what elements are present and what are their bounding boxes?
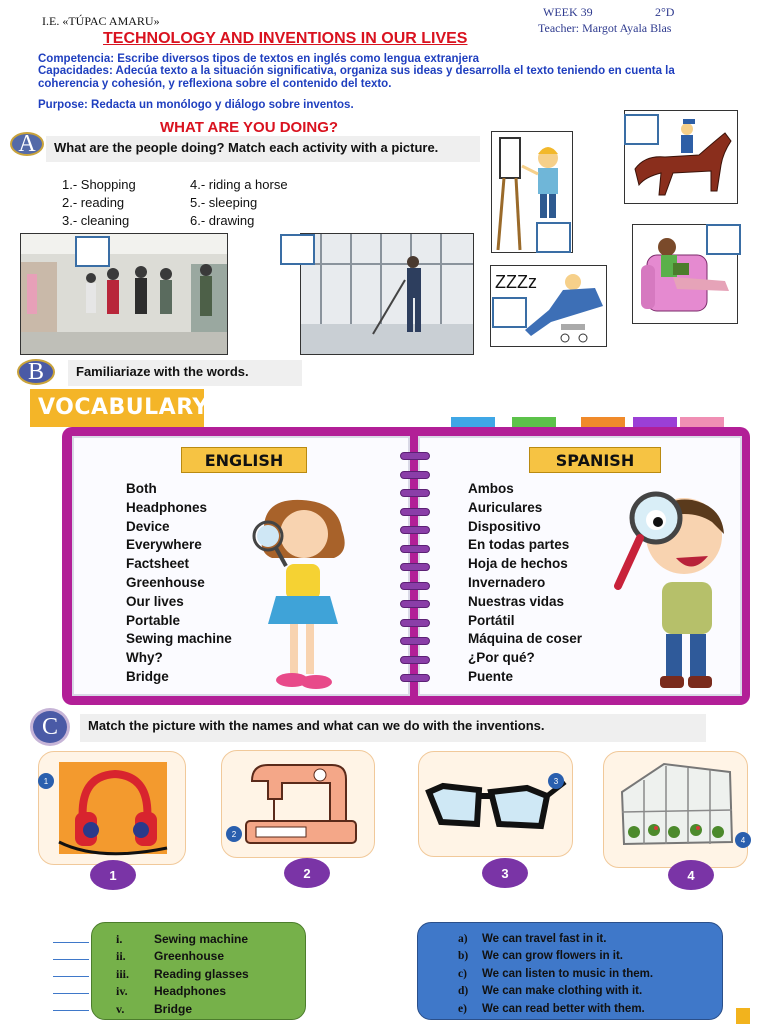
name-numeral: iv.: [116, 984, 128, 999]
answer-blank[interactable]: [53, 1010, 89, 1011]
use-letter: b): [458, 950, 469, 963]
vocabulary-banner: [30, 389, 209, 427]
use-letter: e): [458, 1002, 467, 1015]
invention-use: We can travel fast in it.: [482, 933, 607, 945]
use-letter: a): [458, 933, 468, 945]
english-word: Bridge: [126, 668, 169, 684]
invention-name: Sewing machine: [154, 932, 249, 946]
spiral-ring: [400, 656, 430, 664]
spiral-ring: [400, 508, 430, 516]
spanish-word: Nuestras vidas: [468, 593, 565, 609]
invention-name: Greenhouse: [154, 949, 225, 964]
spanish-word: Puente: [468, 668, 514, 684]
english-word: Sewing machine: [126, 631, 232, 647]
english-word-list: [126, 480, 232, 687]
spiral-ring: [400, 489, 430, 497]
grade-label: 2°D: [655, 5, 675, 19]
spiral-ring: [400, 674, 430, 682]
card-tag: 3: [548, 773, 564, 789]
answer-box[interactable]: [75, 236, 110, 267]
activity-item: 4.- riding a horse: [190, 177, 288, 192]
english-word: Portable: [126, 612, 181, 628]
invention-card-1: [38, 751, 186, 865]
spiral-ring: [400, 637, 430, 645]
english-page: [72, 436, 410, 696]
answer-blank[interactable]: [53, 993, 89, 994]
english-word: Why?: [126, 650, 163, 666]
answer-blank[interactable]: [53, 959, 89, 960]
invention-name: Reading glasses: [154, 966, 249, 981]
shopping-icon: [21, 234, 228, 355]
english-word: Greenhouse: [126, 574, 205, 590]
spanish-word-list: [468, 480, 582, 687]
invention-card-3: [418, 751, 573, 857]
spiral-ring: [400, 471, 430, 479]
use-letter: c): [458, 967, 467, 980]
boy-magnifier-icon: [608, 486, 728, 692]
sewing-machine-icon: [222, 751, 376, 859]
activity-item: 6.- drawing: [190, 213, 255, 228]
spiral-ring: [400, 545, 430, 553]
answer-box[interactable]: [536, 222, 571, 253]
section-a-badge: A: [10, 132, 44, 156]
week-label: WEEK 39: [543, 5, 593, 19]
spanish-word: Auriculares: [468, 499, 543, 515]
spiral-ring: [400, 452, 430, 460]
section-a-instruction: What are the people doing? Match each activity with a picture.: [46, 136, 480, 162]
spanish-label: SPANISH: [529, 447, 661, 473]
answer-blank[interactable]: [53, 976, 89, 977]
name-numeral: v.: [116, 1001, 125, 1016]
invention-use: We can grow flowers in it.: [482, 950, 624, 963]
spanish-word: Portátil: [468, 612, 515, 628]
teacher-name: Teacher: Margot Ayala Blas: [538, 21, 672, 35]
spanish-word: Dispositivo: [468, 518, 541, 534]
invention-use: We can listen to music in them.: [482, 967, 654, 980]
invention-name: Headphones: [154, 984, 227, 999]
activity-item: 2.- reading: [62, 195, 125, 210]
invention-card-4: [603, 751, 748, 868]
spiral-ring: [400, 619, 430, 627]
card-number: 3: [482, 858, 528, 888]
glasses-icon: [419, 752, 574, 858]
section-b-instruction: Familiariaze with the words.: [68, 360, 302, 386]
invention-uses-box: [417, 922, 723, 1020]
invention-names-box: [91, 922, 306, 1020]
card-number: 4: [668, 860, 714, 890]
invention-use: We can make clothing with it.: [482, 985, 643, 998]
spiral-ring: [400, 563, 430, 571]
answer-blank[interactable]: [53, 942, 89, 943]
cleaning-icon: [301, 234, 474, 355]
activity-item: 1.- Shopping: [62, 177, 136, 192]
spanish-word: Hoja de hechos: [468, 556, 568, 572]
spiral-ring: [400, 582, 430, 590]
zzz-text: ZZZz: [495, 272, 537, 292]
school-name: I.E. «TÚPAC AMARU»: [42, 14, 160, 28]
corner-square: [736, 1008, 750, 1024]
card-number: 1: [90, 860, 136, 890]
spanish-word: ¿Por qué?: [468, 650, 535, 666]
spiral-ring: [400, 600, 430, 608]
card-tag: 1: [38, 773, 54, 789]
name-numeral: iii.: [116, 966, 130, 981]
card-number: 2: [284, 858, 330, 888]
capacidades-text: Capacidades: Adecúa texto a la situación significativa, organiza sus ideas y desarrolla el texto teniendo en cuenta la coherencia y cohesión, y reflexiona sobre el contenido del texto.: [38, 65, 675, 90]
shopping-picture: [20, 233, 228, 355]
headphones-icon: [39, 752, 187, 866]
card-tag: 2: [226, 826, 242, 842]
girl-magnifier-icon: [246, 496, 358, 696]
english-word: Both: [126, 481, 157, 496]
page-title: TECHNOLOGY AND INVENTIONS IN OUR LIVES: [103, 30, 468, 47]
invention-use: We can read better with them.: [482, 1002, 645, 1015]
section-c-instruction: Match the picture with the names and what can we do with the inventions.: [80, 714, 706, 742]
answer-box[interactable]: [624, 114, 659, 145]
greenhouse-icon: [604, 752, 749, 869]
activity-item: 3.- cleaning: [62, 213, 130, 228]
invention-card-2: [221, 750, 375, 858]
spanish-word: Ambos: [468, 481, 514, 496]
english-word: Headphones: [126, 499, 208, 515]
answer-box[interactable]: [706, 224, 741, 255]
english-word: Our lives: [126, 593, 184, 609]
english-word: Factsheet: [126, 556, 190, 572]
cleaning-picture: [300, 233, 474, 355]
name-numeral: ii.: [116, 949, 126, 964]
spiral-ring: [400, 526, 430, 534]
activity-item: 5.- sleeping: [190, 195, 258, 210]
answer-box[interactable]: [280, 234, 315, 265]
invention-name: Bridge: [154, 1001, 193, 1016]
section-c-badge: C: [30, 708, 70, 746]
card-tag: 4: [735, 832, 751, 848]
english-word: Device: [126, 518, 170, 534]
purpose-text: Purpose: Redacta un monólogo y diálogo sobre inventos.: [38, 99, 354, 111]
competencia-text: Competencia: Escribe diversos tipos de textos en inglés como lengua extranjera: [38, 53, 479, 65]
english-label: ENGLISH: [181, 447, 307, 473]
spanish-word: Invernadero: [468, 574, 546, 590]
spanish-word: Máquina de coser: [468, 631, 583, 647]
use-letter: d): [458, 985, 469, 998]
vocabulary-banner-text: VOCABULARY: [38, 395, 209, 420]
english-word: Everywhere: [126, 537, 202, 553]
name-numeral: i.: [116, 932, 123, 946]
spanish-word: En todas partes: [468, 537, 570, 553]
section-b-badge: B: [17, 359, 55, 385]
answer-box[interactable]: [492, 297, 527, 328]
section-a-title: WHAT ARE YOU DOING?: [160, 119, 339, 136]
